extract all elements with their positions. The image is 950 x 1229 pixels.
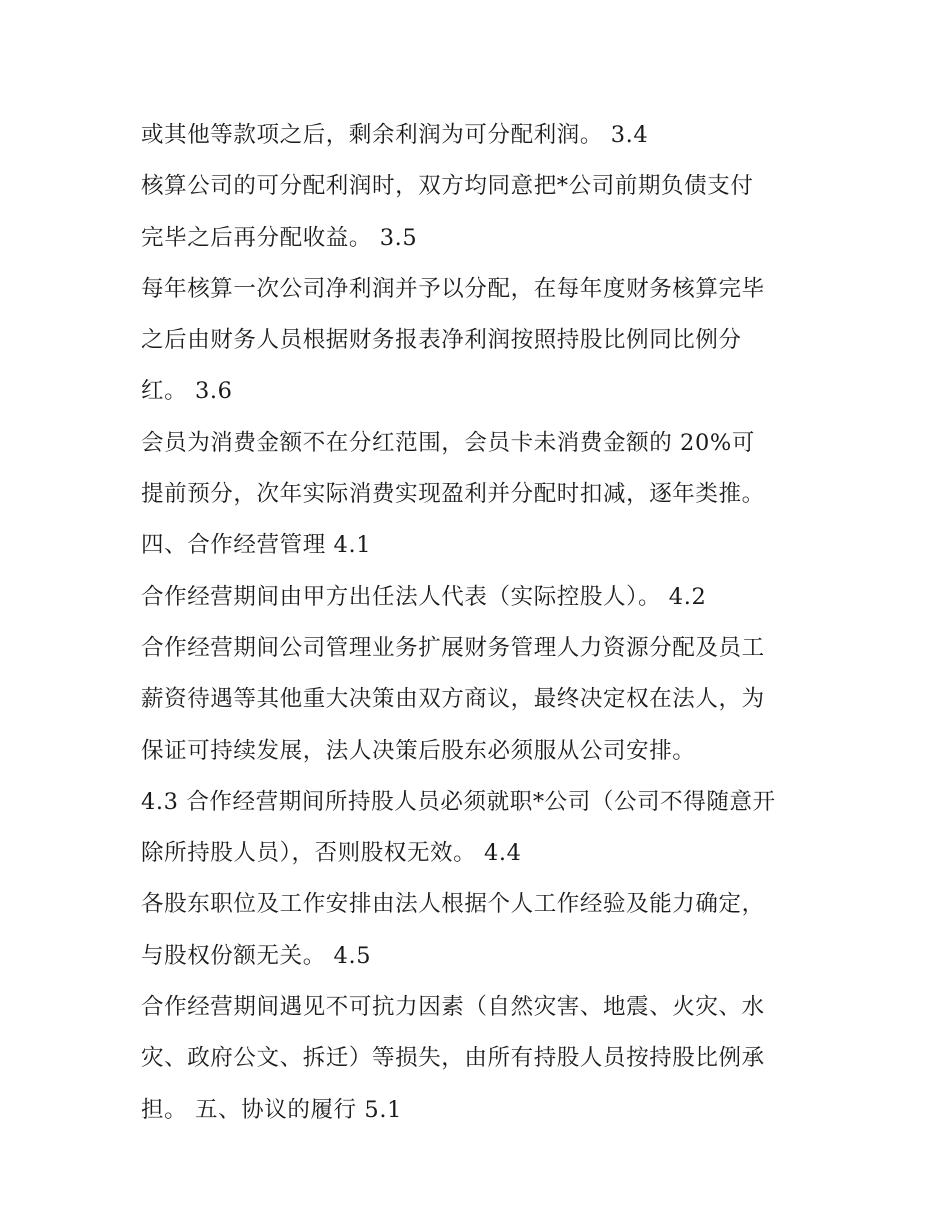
text-line: 红。 3.6	[141, 378, 233, 405]
text-line: 之后由财务人员根据财务报表净利润按照持股比例同比例分	[141, 327, 742, 354]
section-heading: 四、合作经营管理 4.1	[141, 532, 372, 559]
text-line: 合作经营期间公司管理业务扩展财务管理人力资源分配及员工	[141, 634, 765, 661]
text-line: 灾、政府公文、拆迁）等损失，由所有持股人员按持股比例承	[141, 1045, 765, 1072]
text-line: 合作经营期间遇见不可抗力因素（自然灾害、地震、火灾、水	[141, 994, 765, 1021]
text-line: 与股权份额无关。 4.5	[141, 942, 372, 969]
text-line: 保证可持续发展，法人决策后股东必须服从公司安排。	[141, 737, 696, 764]
text-line: 会员为消费金额不在分红范围，会员卡未消费金额的 20%可	[141, 429, 755, 456]
document-page	[141, 110, 821, 1136]
text-line: 或其他等款项之后，剩余利润为可分配利润。 3.4	[141, 122, 649, 148]
text-line: 每年核算一次公司净利润并予以分配，在每年度财务核算完毕	[141, 275, 765, 302]
text-line: 完毕之后再分配收益。 3.5	[141, 224, 418, 251]
text-line: 除所持股人员），否则股权无效。 4.4	[141, 840, 522, 867]
text-line: 薪资待遇等其他重大决策由双方商议，最终决定权在法人，为	[141, 686, 765, 713]
text-line: 4.3 合作经营期间所持股人员必须就职*公司（公司不得随意开	[141, 788, 776, 815]
text-line: 核算公司的可分配利润时，双方均同意把*公司前期负债支付	[141, 173, 754, 200]
text-line: 合作经营期间由甲方出任法人代表（实际控股人）。 4.2	[141, 583, 707, 610]
text-line: 担。 五、协议的履行 5.1	[141, 1096, 402, 1123]
text-line: 各股东职位及工作安排由法人根据个人工作经验及能力确定，	[141, 891, 765, 918]
text-line: 提前预分，次年实际消费实现盈利并分配时扣减，逐年类推。	[141, 481, 765, 508]
